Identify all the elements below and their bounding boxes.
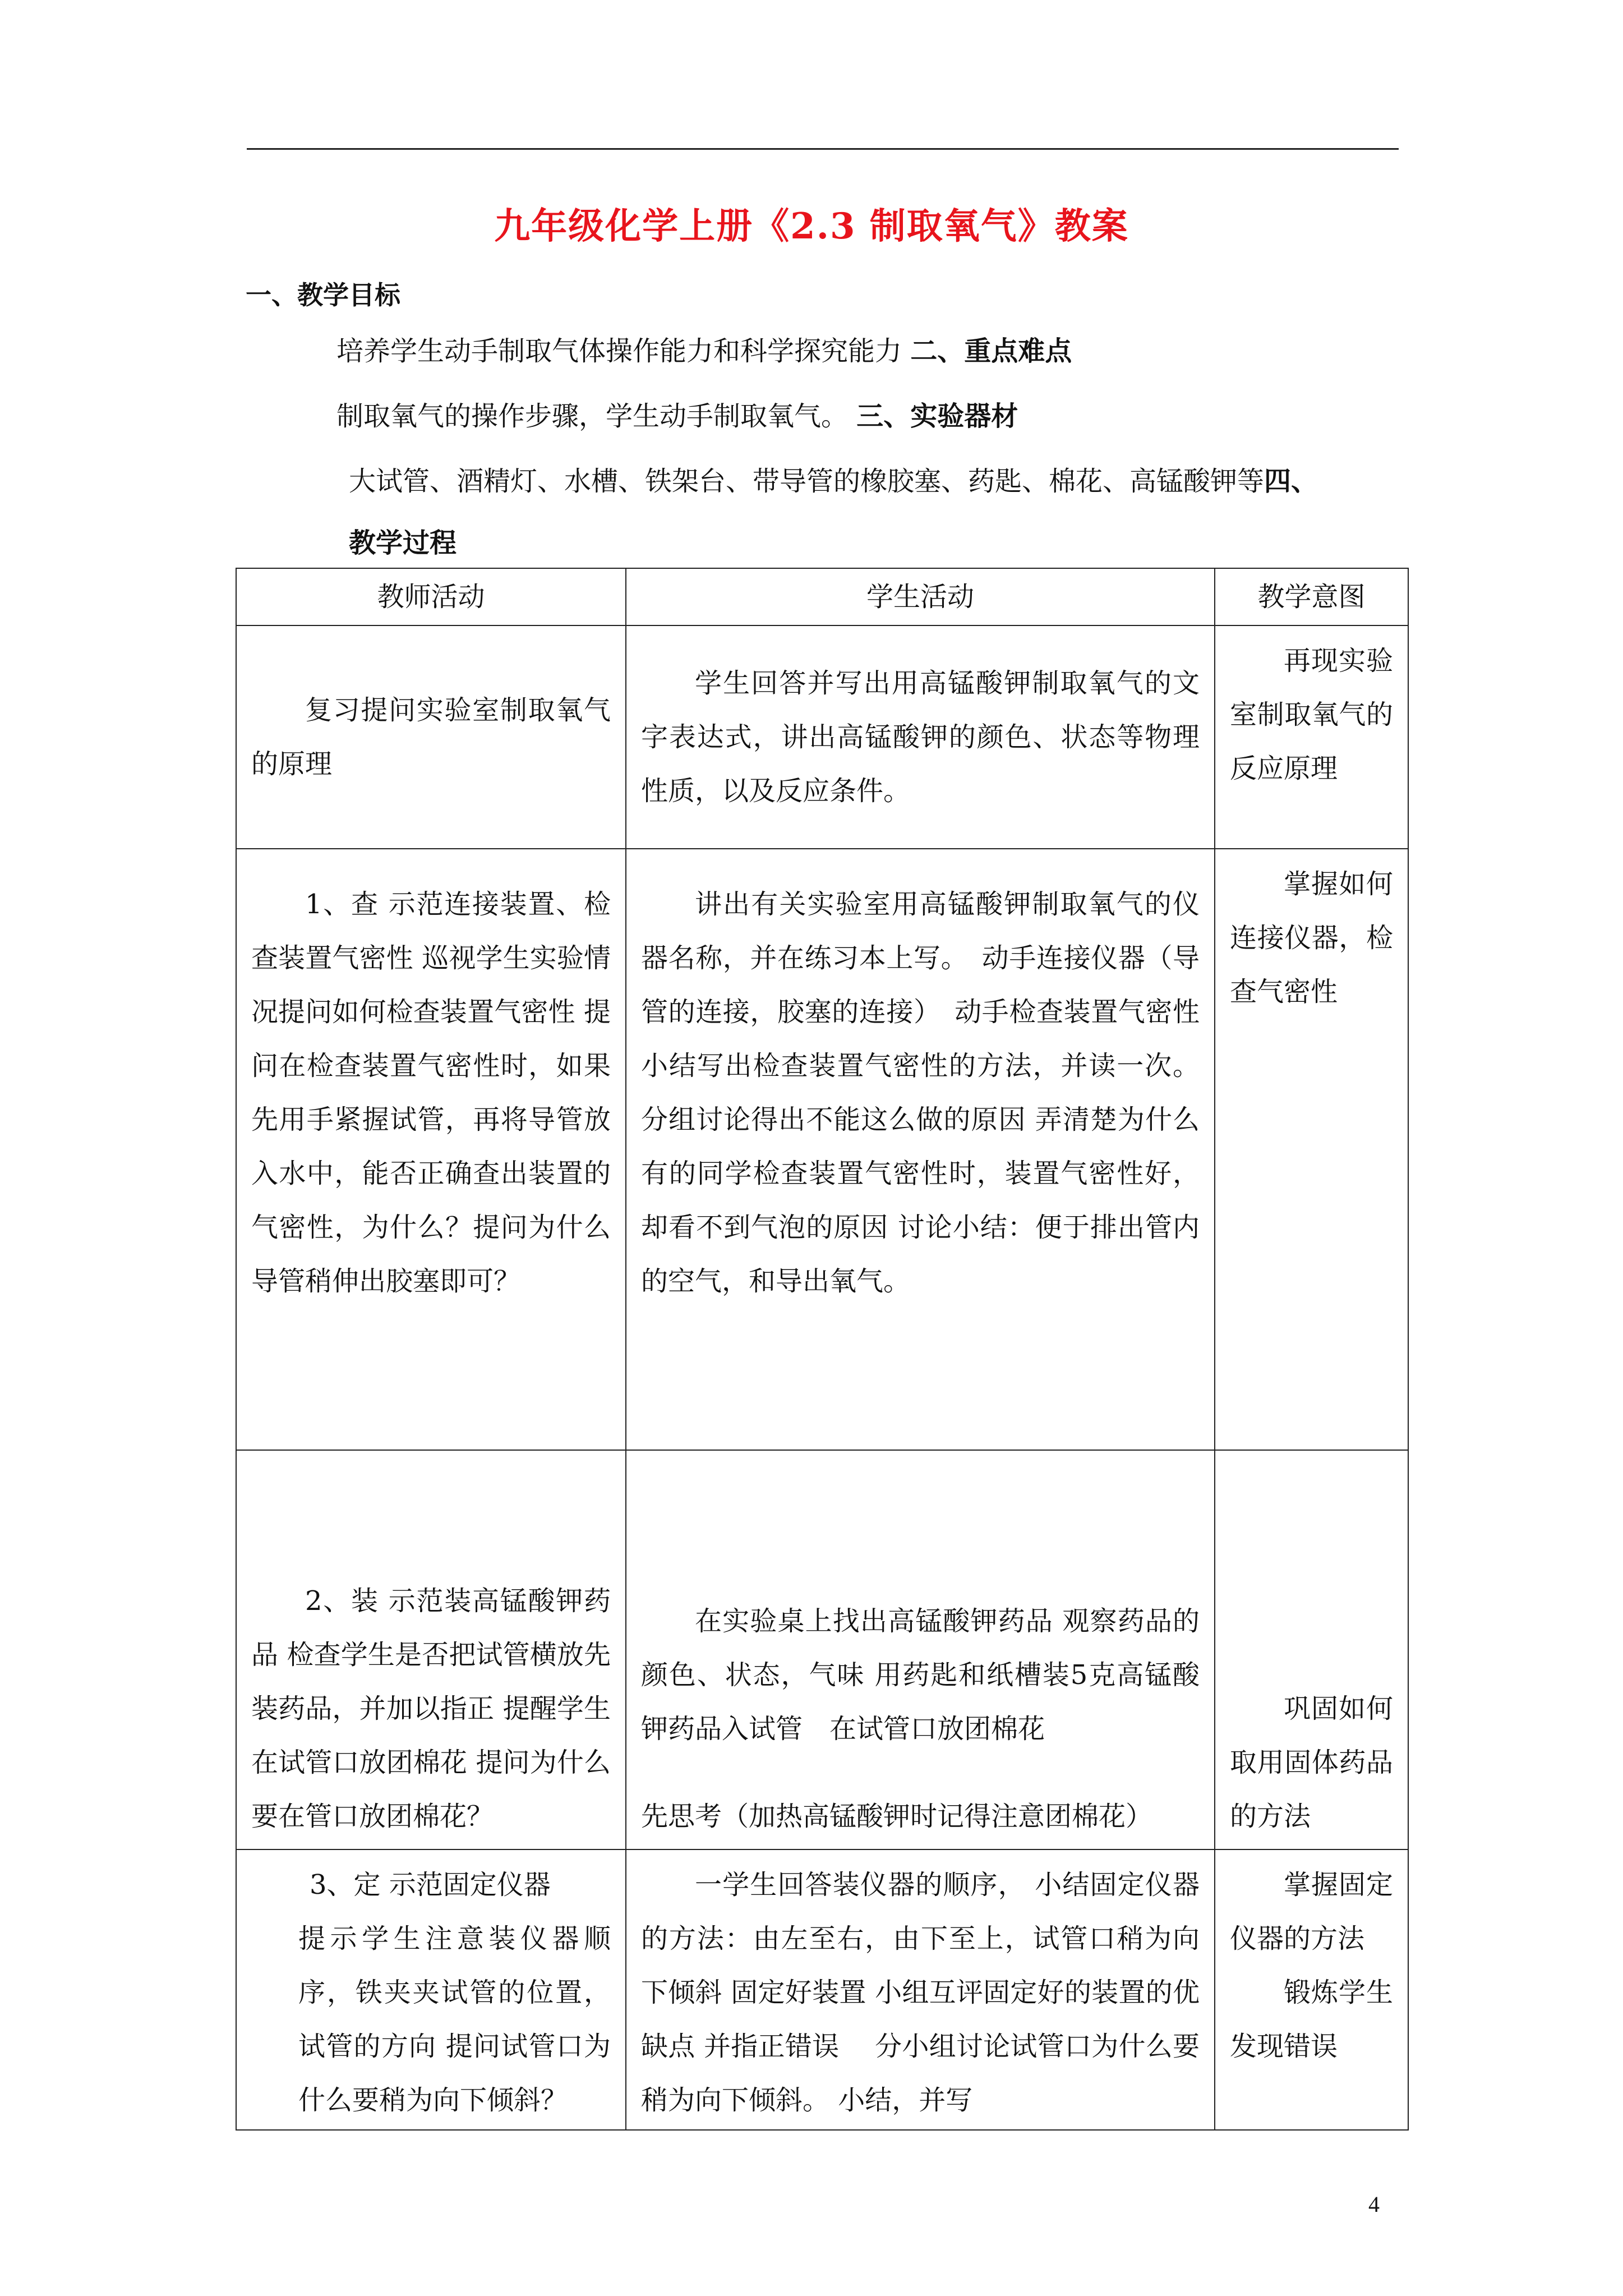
- teacher-activity-text: 2、装 示范装高锰酸钾药品 检查学生是否把试管横放先装药品，并加以指正 提醒学生在试管口放团棉花 提问为什么要在管口放团棉花？: [251, 1585, 611, 1832]
- teaching-process-table: [236, 568, 1409, 2131]
- page-number: 4: [1368, 2192, 1380, 2217]
- teaching-intent-text: 掌握如何连接仪器，检查气密性: [1230, 868, 1393, 1007]
- teacher-activity-text: 提示学生注意装仪器顺序，铁夹夹试管的位置，试管的方向 提问试管口为什么要稍为向下倾斜？: [298, 1923, 611, 2116]
- teaching-intent-text-2: 锻炼学生发现错误: [1230, 1977, 1393, 2062]
- teaching-intent-cell: [1215, 1450, 1408, 1849]
- teacher-activity-text: 复习提问实验室制取氧气的原理: [251, 694, 611, 780]
- student-activity-cell: [626, 1450, 1215, 1849]
- table-row: [236, 1450, 1408, 1849]
- header-teacher-activity: 教师活动: [236, 568, 626, 625]
- student-activity-note: 先思考（加热高锰酸钾时记得注意团棉花）: [641, 1801, 1153, 1832]
- section-heading-process: 教学过程: [349, 527, 457, 559]
- section-heading-equipment: 三、实验器材: [856, 401, 1018, 432]
- teacher-activity-text: 1、查 示范连接装置、检查装置气密性 巡视学生实验情况提问如何检查装置气密性 提问在检查装置气密性时，如果先用手紧握试管，再将导管放入水中，能否正确查出装置的气密性，为什么？提问为什么导管稍伸出胶塞即可？: [251, 889, 611, 1297]
- table-row: [236, 849, 1408, 1450]
- key-points-paragraph: [336, 401, 1018, 433]
- section-heading-process-number: 四、: [1264, 466, 1318, 497]
- teacher-activity-cell: [236, 849, 626, 1450]
- teaching-intent-cell: [1215, 625, 1408, 849]
- teaching-intent-cell: [1215, 849, 1408, 1450]
- student-activity-text: 在实验桌上找出高锰酸钾药品 观察药品的颜色、状态，气味 用药匙和纸槽装5克高锰酸钾药品入试管 在试管口放团棉花: [641, 1605, 1200, 1745]
- header-teaching-intent: 教学意图: [1215, 568, 1408, 625]
- student-activity-text: 学生回答并写出用高锰酸钾制取氧气的文字表达式，讲出高锰酸钾的颜色、状态等物理性质，以及反应条件。: [641, 668, 1200, 807]
- process-heading-paragraph: [349, 527, 457, 560]
- teacher-activity-cell: [236, 1849, 626, 2130]
- teaching-intent-text: 再现实验室制取氧气的反应原理: [1230, 645, 1393, 784]
- teaching-intent-text: 掌握固定仪器的方法: [1230, 1869, 1393, 1954]
- student-activity-text: 一学生回答装仪器的顺序， 小结固定仪器的方法：由左至右，由下至上，试管口稍为向下倾斜 固定好装置 小组互评固定好的装置的优缺点 并指正错误 分小组讨论试管口为什么要稍为向下倾斜。 小结，并写: [641, 1869, 1200, 2116]
- document-title: 九年级化学上册《2.3 制取氧气》教案: [494, 205, 1129, 247]
- objectives-paragraph: [336, 335, 1072, 368]
- header-rule: [247, 148, 1399, 150]
- table-row: [236, 625, 1408, 849]
- equipment-paragraph: [349, 466, 1318, 498]
- table-row: [236, 1849, 1408, 2130]
- student-activity-cell: [626, 849, 1215, 1450]
- section-heading-key-points: 二、重点难点: [910, 335, 1072, 367]
- teacher-activity-cell: [236, 625, 626, 849]
- key-points-text: 制取氧气的操作步骤，学生动手制取氧气。: [336, 401, 849, 432]
- teaching-intent-cell: [1215, 1849, 1408, 2130]
- teacher-activity-heading: 3、定 示范固定仪器: [310, 1869, 551, 1901]
- equipment-text: 大试管、酒精灯、水槽、铁架台、带导管的橡胶塞、药匙、棉花、高锰酸钾等: [349, 466, 1265, 497]
- header-student-activity: 学生活动: [626, 568, 1215, 625]
- student-activity-text: 讲出有关实验室用高锰酸钾制取氧气的仪器名称，并在练习本上写。 动手连接仪器（导管的连接，胶塞的连接） 动手检查装置气密性 小结写出检查装置气密性的方法，并读一次。 分组讨论得出不能这么做的原因 弄清楚为什么有的同学检查装置气密性时，装置气密性好，却看不到气泡的原因 讨论小结：便于排出管内的空气，和导出氧气。: [641, 889, 1200, 1297]
- table-header-row: [236, 568, 1408, 625]
- student-activity-cell: [626, 625, 1215, 849]
- student-activity-cell: [626, 1849, 1215, 2130]
- section-heading-objectives: 一、教学目标: [246, 280, 400, 310]
- objectives-text: 培养学生动手制取气体操作能力和科学探究能力: [336, 335, 902, 367]
- teacher-activity-cell: [236, 1450, 626, 1849]
- teaching-intent-text: 巩固如何取用固体药品的方法: [1230, 1693, 1393, 1832]
